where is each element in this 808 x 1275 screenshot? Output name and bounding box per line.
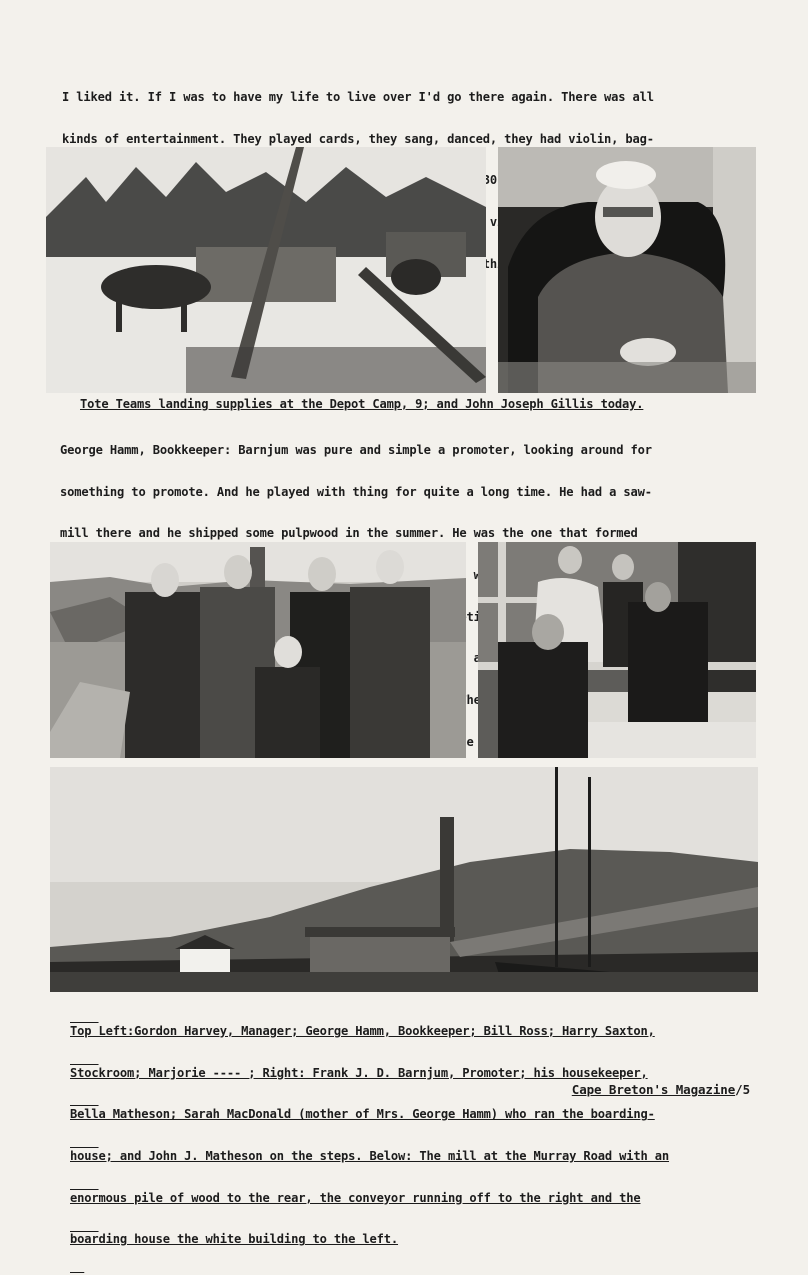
photo-tote-teams <box>46 147 486 393</box>
photo-mill-murray-road <box>50 767 758 992</box>
photo-group-mill-staff <box>50 542 466 758</box>
body-line: He <box>459 734 474 749</box>
caption-top: Tote Teams landing supplies at the Depot Camp, 9; and John Joseph Gillis today. <box>80 397 644 411</box>
caption-bottom-line: boarding house the white building to the left. <box>70 1232 399 1247</box>
caption-bottom-line: enormous pile of wood to the rear, the conveyor running off to the right and the <box>70 1190 641 1205</box>
caption-bottom <box>70 997 760 1275</box>
photo-john-joseph-gillis <box>498 147 756 393</box>
intro-line: 30 <box>482 173 497 188</box>
magazine-name: Cape Breton's Magazine <box>571 1082 736 1097</box>
body-line: Sometimes <box>437 609 503 624</box>
intro-line: I liked it. If I was to have my life to live over I'd go there again. There was all <box>62 89 654 104</box>
caption-bottom-line: Stockroom; Marjorie ---- ; Right: Frank J. D. Barnjum, Promoter; his housekeeper, <box>70 1065 648 1080</box>
caption-bottom-line: Top Left:Gordon Harvey, Manager; George Hamm, Bookkeeper; Bill Ross; Harry Saxton, <box>70 1023 655 1038</box>
caption-bottom-line: Bella Matheson; Sarah MacDonald (mother of Mrs. George Hamm) who ran the boarding- <box>70 1107 655 1122</box>
body-line: something to promote. And he played with thing for quite a long time. He had a saw- <box>60 484 652 499</box>
page-number: /5 <box>735 1082 750 1097</box>
body-line: George Hamm, Bookkeeper: Barnjum was pure and simple a promoter, looking around for <box>60 442 652 457</box>
photo-barnjum-on-steps <box>478 542 756 758</box>
body-line: mill there and he shipped some pulpwood in the summer. He was the one that formed <box>60 526 638 541</box>
page-footer <box>572 1082 750 1097</box>
intro-line: kinds of entertainment. They played cards, they sang, danced, they had violin, bag- <box>62 131 654 146</box>
caption-bottom-line: house; and John J. Matheson on the steps. Below: The mill at the Murray Road with an <box>70 1148 670 1163</box>
